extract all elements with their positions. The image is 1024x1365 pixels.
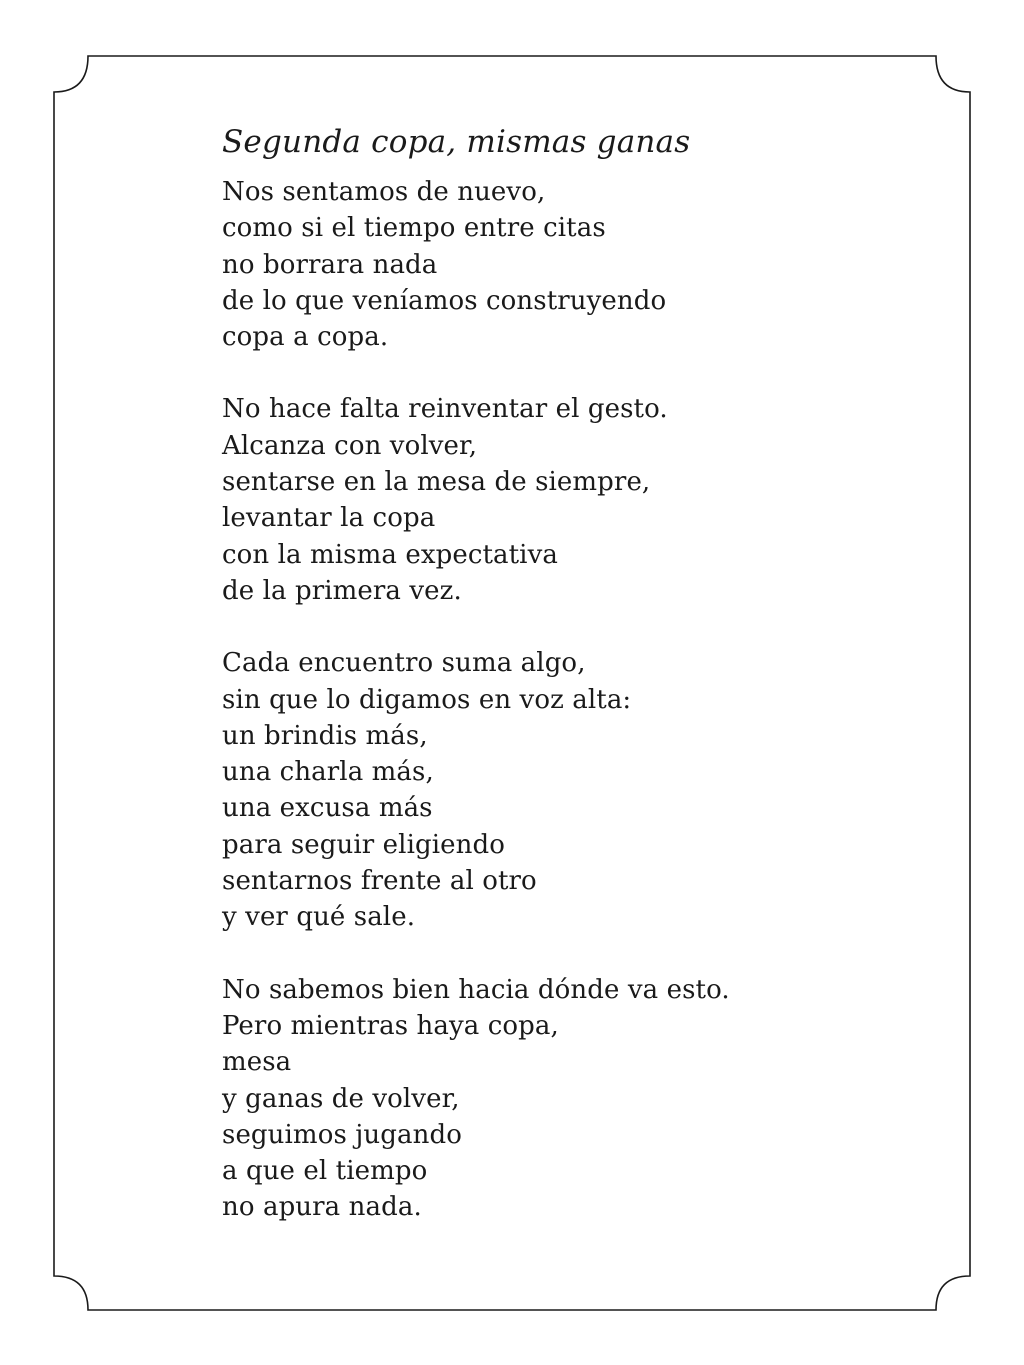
verse-line: con la misma expectativa	[222, 539, 558, 570]
verse-line: y ganas de volver,	[222, 1083, 460, 1114]
verse-line: de la primera vez.	[222, 575, 462, 606]
poem	[222, 120, 942, 1262]
verse-line: Cada encuentro suma algo,	[222, 648, 586, 679]
stanza	[222, 391, 942, 609]
stanza	[222, 174, 942, 355]
stanza	[222, 972, 942, 1226]
verse-line: y ver qué sale.	[222, 902, 416, 933]
verse-line: de lo que veníamos construyendo	[222, 285, 667, 316]
stanza	[222, 645, 942, 935]
verse-line: no borrara nada	[222, 249, 438, 280]
verse-line: Alcanza con volver,	[222, 430, 478, 461]
verse-line: una charla más,	[222, 757, 434, 788]
verse-line: seguimos jugando	[222, 1119, 462, 1150]
verse-line: una excusa más	[222, 793, 433, 824]
verse-line: sentarnos frente al otro	[222, 866, 537, 897]
verse-line: No sabemos bien hacia dónde va esto.	[222, 974, 730, 1005]
verse-line: levantar la copa	[222, 503, 436, 534]
poem-title: Segunda copa, mismas ganas	[222, 124, 691, 160]
verse-line: Nos sentamos de nuevo,	[222, 177, 546, 207]
verse-line: No hace falta reinventar el gesto.	[222, 394, 668, 425]
verse-line: copa a copa.	[222, 322, 389, 353]
verse-line: mesa	[222, 1047, 292, 1078]
verse-line: sentarse en la mesa de siempre,	[222, 467, 651, 498]
verse-line: no apura nada.	[222, 1192, 422, 1223]
verse-line: a que el tiempo	[222, 1156, 428, 1187]
poem-body	[222, 174, 942, 1226]
verse-line: como si el tiempo entre citas	[222, 213, 606, 244]
verse-line: un brindis más,	[222, 720, 428, 751]
verse-line: sin que lo digamos en voz alta:	[222, 684, 632, 715]
verse-line: Pero mientras haya copa,	[222, 1010, 559, 1041]
verse-line: para seguir eligiendo	[222, 829, 505, 860]
